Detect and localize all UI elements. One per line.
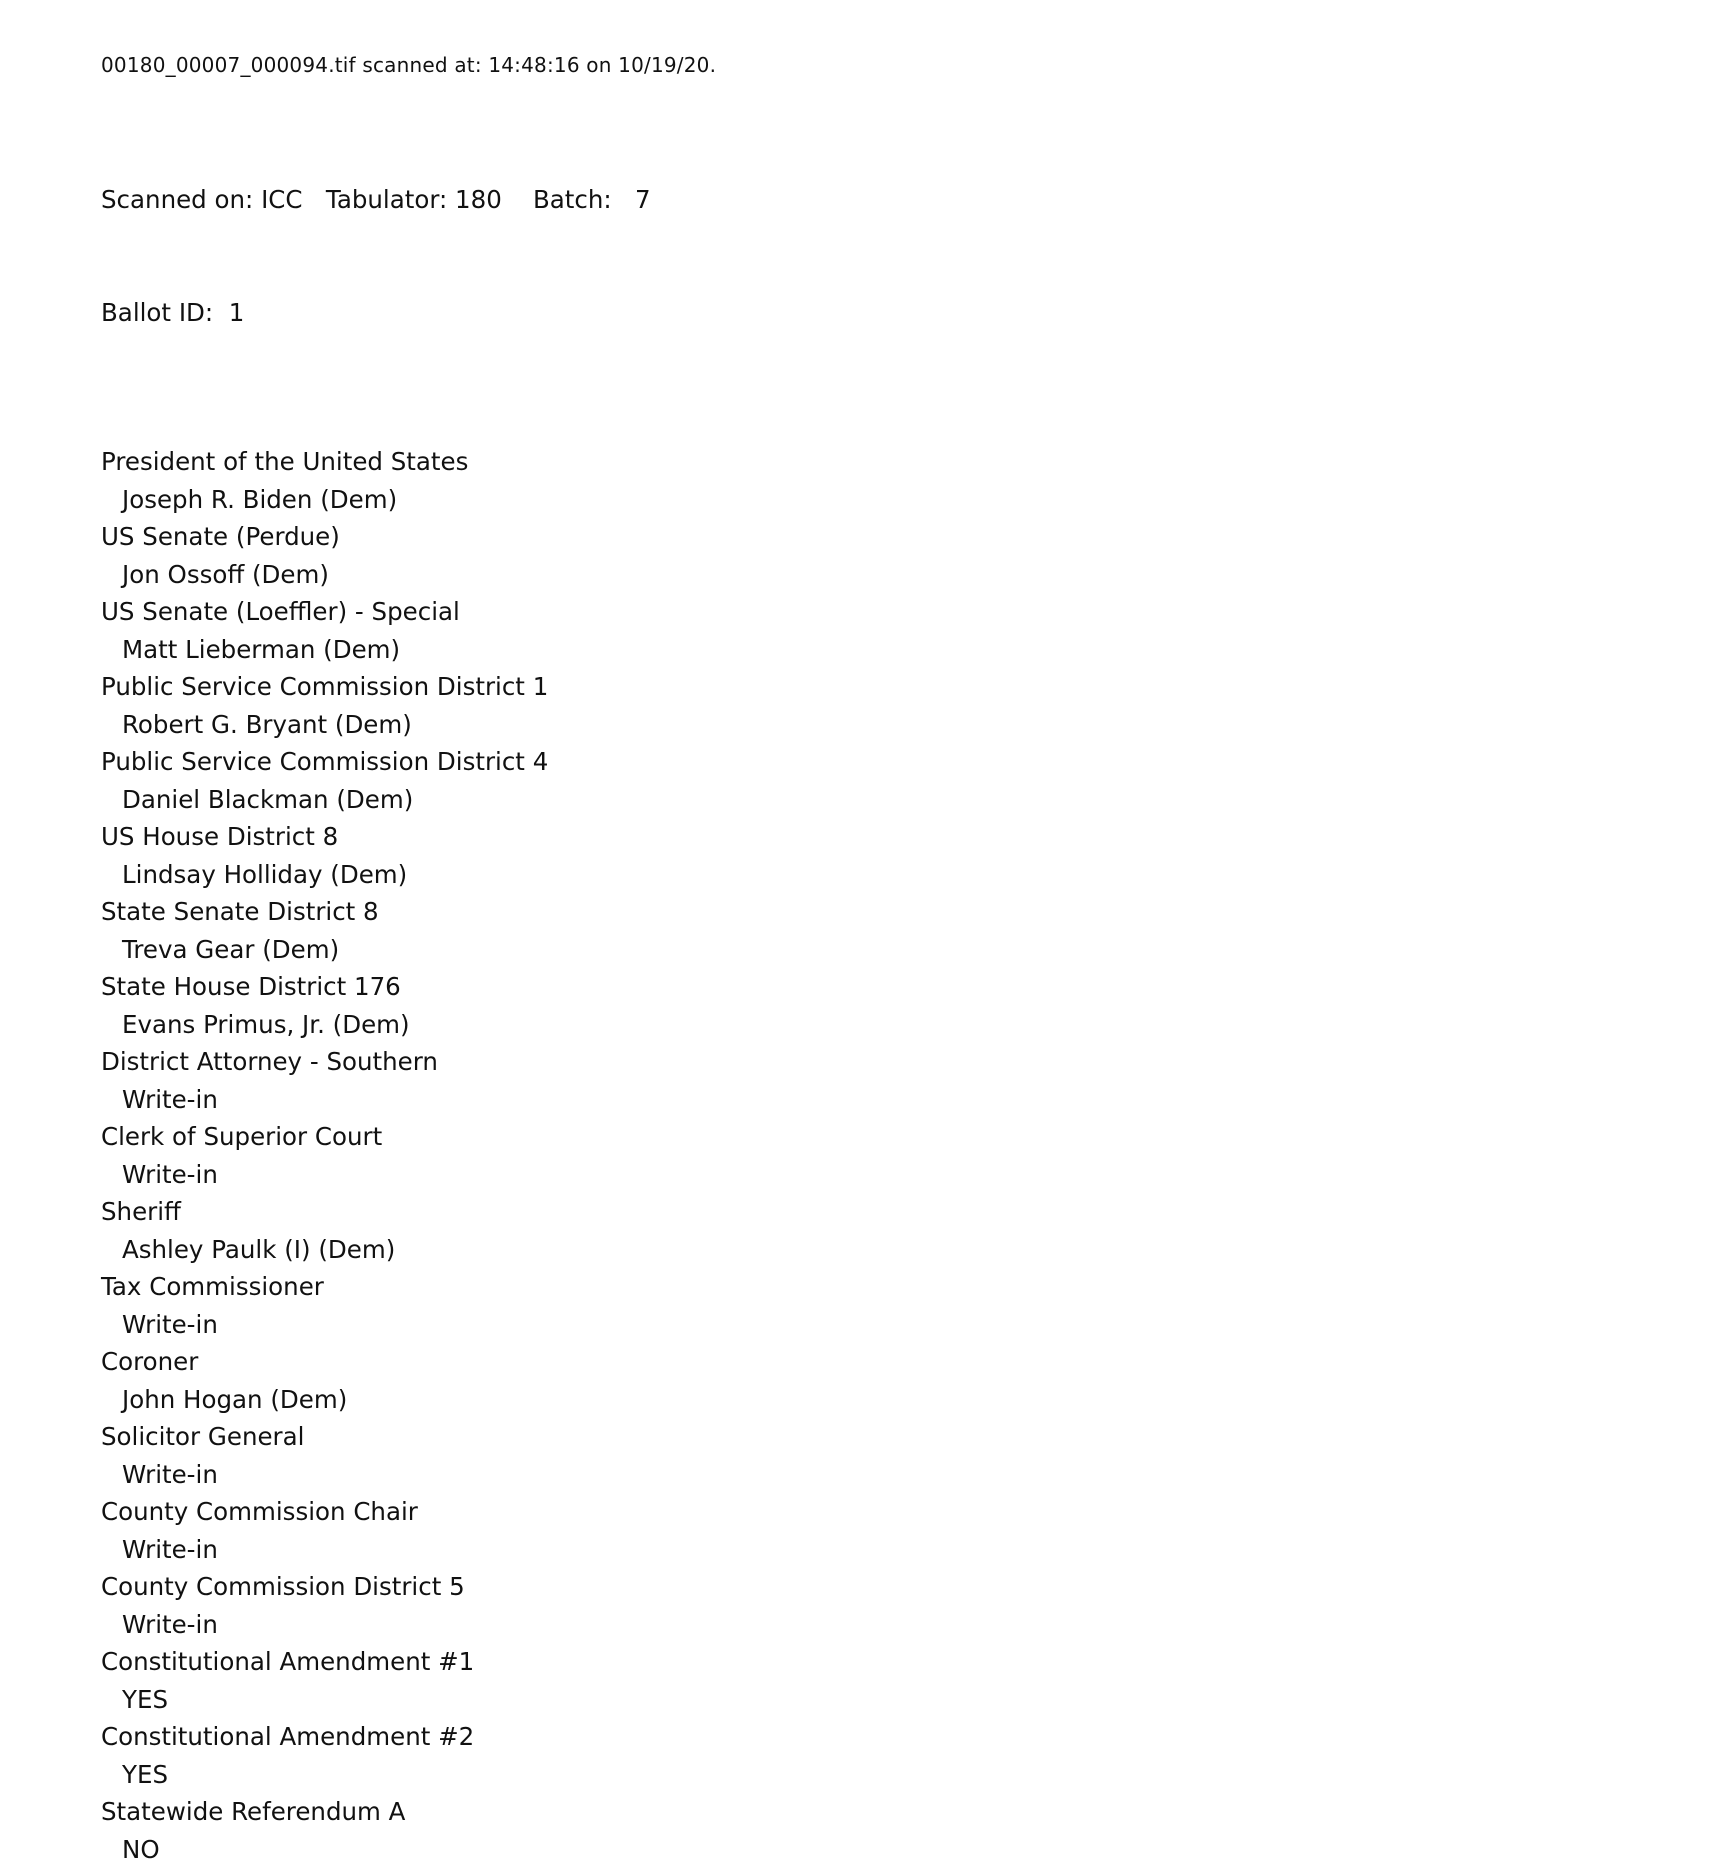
race-title: Sheriff bbox=[101, 1193, 1661, 1231]
race-title: Constitutional Amendment #1 bbox=[101, 1643, 1661, 1681]
race-title: Solicitor General bbox=[101, 1418, 1661, 1456]
race-choice: Treva Gear (Dem) bbox=[101, 931, 1661, 969]
race-choice: John Hogan (Dem) bbox=[101, 1381, 1661, 1419]
race-title: State House District 176 bbox=[101, 968, 1661, 1006]
race-list bbox=[101, 443, 1661, 1868]
race-title: District Attorney - Southern bbox=[101, 1043, 1661, 1081]
tabulator-value: 180 bbox=[455, 185, 502, 214]
race-choice: Evans Primus, Jr. (Dem) bbox=[101, 1006, 1661, 1044]
race-title: Coroner bbox=[101, 1343, 1661, 1381]
race-title: Tax Commissioner bbox=[101, 1268, 1661, 1306]
race-title: County Commission Chair bbox=[101, 1493, 1661, 1531]
race-choice: YES bbox=[101, 1681, 1661, 1719]
race-title: Statewide Referendum A bbox=[101, 1793, 1661, 1831]
scan-info-line: 00180_00007_000094.tif scanned at: 14:48:16 on 10/19/20. bbox=[101, 52, 1661, 78]
tabulator-label: Tabulator: bbox=[326, 185, 447, 214]
race-title: Public Service Commission District 1 bbox=[101, 668, 1661, 706]
race-choice: YES bbox=[101, 1756, 1661, 1794]
race-choice: NO bbox=[101, 1831, 1661, 1868]
ballot-document bbox=[101, 52, 1661, 1868]
race-choice: Write-in bbox=[101, 1606, 1661, 1644]
ballot-id-value: 1 bbox=[229, 298, 245, 327]
race-choice: Write-in bbox=[101, 1156, 1661, 1194]
scan-meta-row bbox=[101, 181, 1661, 219]
race-title: US Senate (Loeffler) - Special bbox=[101, 593, 1661, 631]
race-choice: Ashley Paulk (I) (Dem) bbox=[101, 1231, 1661, 1269]
race-title: US Senate (Perdue) bbox=[101, 518, 1661, 556]
race-choice: Daniel Blackman (Dem) bbox=[101, 781, 1661, 819]
ballot-id-label: Ballot ID: bbox=[101, 298, 213, 327]
race-title: State Senate District 8 bbox=[101, 893, 1661, 931]
race-title: President of the United States bbox=[101, 443, 1661, 481]
scanned-on-label: Scanned on: bbox=[101, 185, 253, 214]
race-title: Constitutional Amendment #2 bbox=[101, 1718, 1661, 1756]
scanned-on-value: ICC bbox=[261, 185, 302, 214]
ballot-meta bbox=[101, 106, 1661, 406]
race-title: County Commission District 5 bbox=[101, 1568, 1661, 1606]
race-choice: Lindsay Holliday (Dem) bbox=[101, 856, 1661, 894]
race-choice: Write-in bbox=[101, 1531, 1661, 1569]
race-choice: Joseph R. Biden (Dem) bbox=[101, 481, 1661, 519]
race-title: Clerk of Superior Court bbox=[101, 1118, 1661, 1156]
race-choice: Write-in bbox=[101, 1456, 1661, 1494]
race-choice: Write-in bbox=[101, 1306, 1661, 1344]
batch-value: 7 bbox=[635, 185, 651, 214]
race-choice: Write-in bbox=[101, 1081, 1661, 1119]
race-title: Public Service Commission District 4 bbox=[101, 743, 1661, 781]
race-choice: Jon Ossoff (Dem) bbox=[101, 556, 1661, 594]
race-choice: Robert G. Bryant (Dem) bbox=[101, 706, 1661, 744]
batch-label: Batch: bbox=[533, 185, 612, 214]
race-choice: Matt Lieberman (Dem) bbox=[101, 631, 1661, 669]
race-title: US House District 8 bbox=[101, 818, 1661, 856]
ballot-id-row bbox=[101, 294, 1661, 332]
